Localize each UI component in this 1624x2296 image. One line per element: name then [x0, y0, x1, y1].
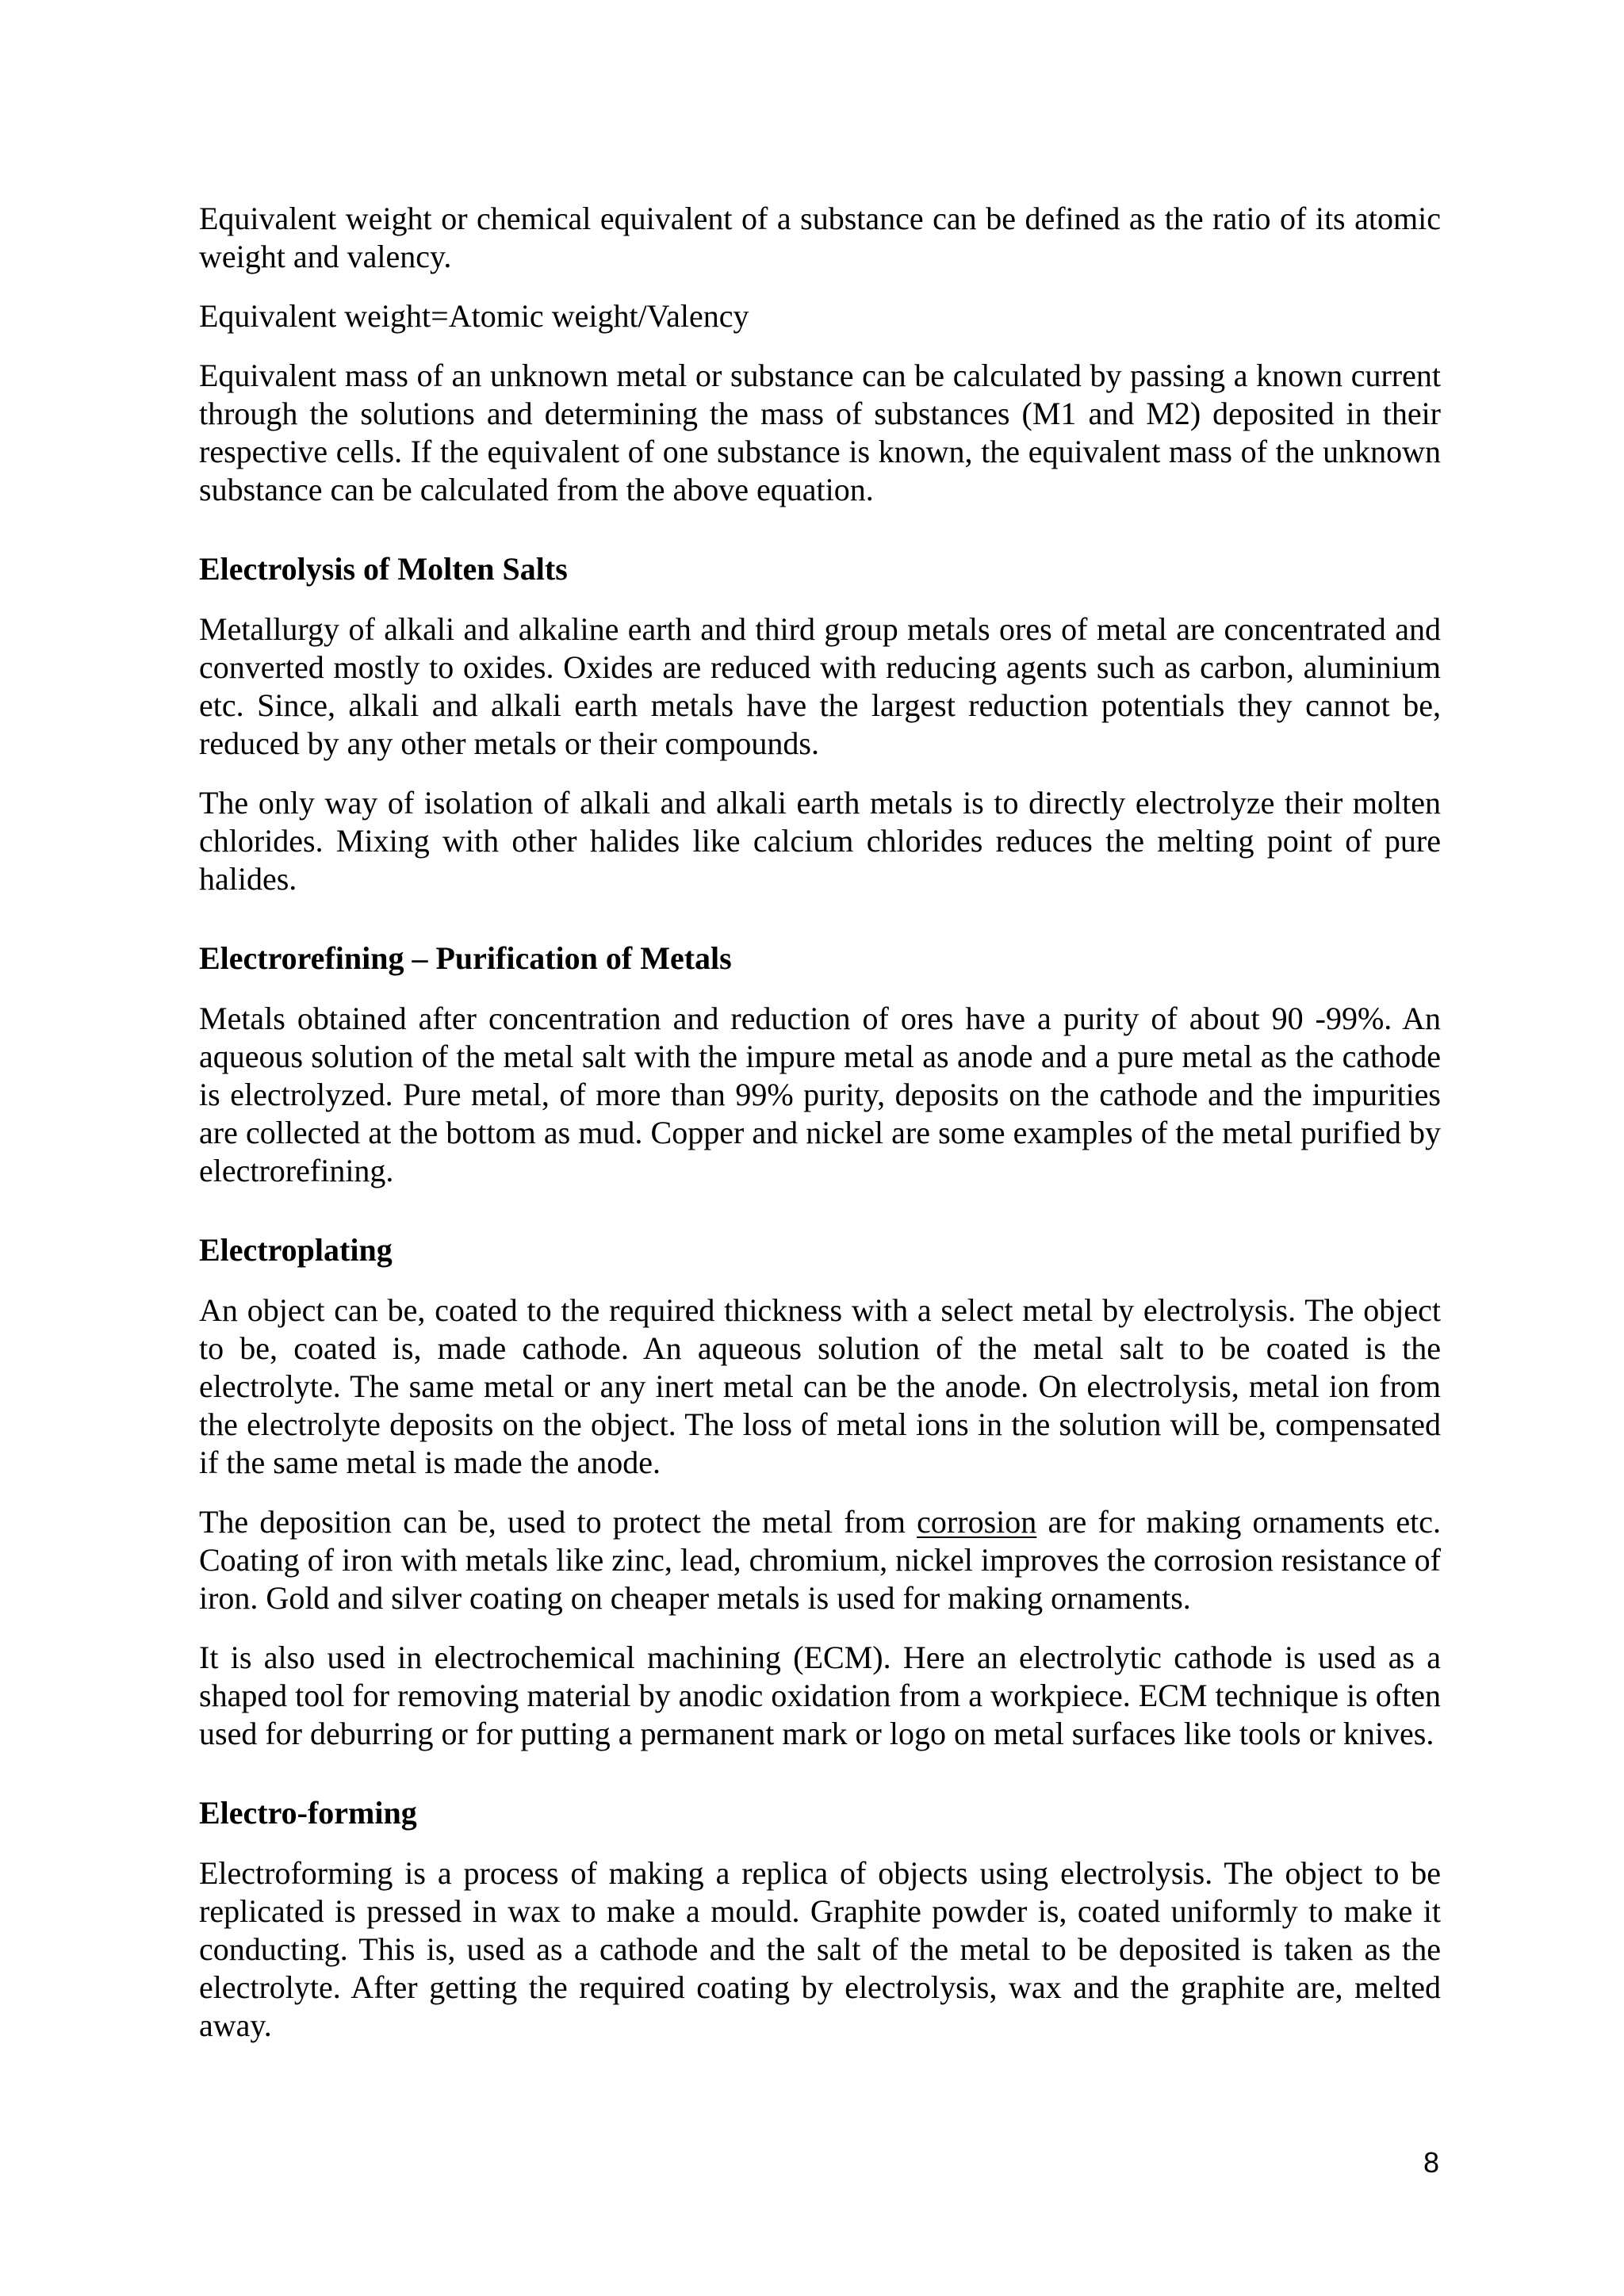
deposition-text-after-link: are for making ornaments etc. Coating of iron with metals like zinc, lead, chromium, nickel improves the corrosion resistance of iron. Gold and silver coating on cheaper metals is used for making ornaments. [199, 1504, 1441, 1616]
paragraph-electrochemical-machining: It is also used in electrochemical machining (ECM). Here an electrolytic cathode is used as a shaped tool for removing material by anodic oxidation from a workpiece. ECM technique is often used for deburring or for putting a permanent mark or logo on metal surfaces like tools or knives. [199, 1640, 1441, 1751]
heading-electro-forming: Electro-forming [199, 1795, 417, 1831]
paragraph-isolation-of-alkali-metals: The only way of isolation of alkali and alkali earth metals is to directly electrolyze their molten chlorides. Mixing with other halides like calcium chlorides reduces the melting point of pure halides. [199, 785, 1441, 897]
page-body [199, 200, 1441, 2066]
heading-electrorefining: Electrorefining – Purification of Metals [199, 940, 732, 976]
paragraph-equivalent-mass: Equivalent mass of an unknown metal or substance can be calculated by passing a known current through the solutions and determining the mass of substances (M1 and M2) deposited in their respective cells. If the equivalent of one substance is known, the equivalent mass of the unknown substance can be calculated from the above equation. [199, 358, 1441, 507]
paragraph-equivalent-weight-definition: Equivalent weight or chemical equivalent of a substance can be defined as the ratio of its atomic weight and valency. [199, 201, 1441, 274]
deposition-text-before-link: The deposition can be, used to protect the metal from [199, 1504, 917, 1540]
paragraph-equivalent-weight-formula: Equivalent weight=Atomic weight/Valency [199, 298, 749, 334]
paragraph-deposition-uses [199, 1503, 1441, 1617]
paragraph-electroforming: Electroforming is a process of making a replica of objects using electrolysis. The object to be replicated is pressed in wax to make a mould. Graphite powder is, coated uniformly to make it conducting. This is, used as a cathode and the salt of the metal to be deposited is taken as the electrolyte. After getting the required coating by electrolysis, wax and the graphite are, melted away. [199, 1855, 1441, 2043]
paragraph-electroplating-process: An object can be, coated to the required thickness with a select metal by electrolysis. The object to be, coated is, made cathode. An aqueous solution of the metal salt to be coated is the electrolyte. The same metal or any inert metal can be the anode. On electrolysis, metal ion from the electrolyte deposits on the object. The loss of metal ions in the solution will be, compensated if the same metal is made the anode. [199, 1292, 1441, 1480]
corrosion-link[interactable]: corrosion [917, 1504, 1037, 1540]
heading-electroplating: Electroplating [199, 1232, 393, 1268]
heading-electrolysis-of-molten-salts: Electrolysis of Molten Salts [199, 551, 568, 587]
paragraph-metallurgy: Metallurgy of alkali and alkaline earth and third group metals ores of metal are concentrated and converted mostly to oxides. Oxides are reduced with reducing agents such as carbon, aluminium etc. Since, alkali and alkali earth metals have the largest reduction potentials they cannot be, reduced by any other metals or their compounds. [199, 611, 1441, 761]
page-number: 8 [1423, 2146, 1439, 2179]
paragraph-electrorefining: Metals obtained after concentration and reduction of ores have a purity of about 90 -99%. An aqueous solution of the metal salt with the impure metal as anode and a pure metal as the cathode is electrolyzed. Pure metal, of more than 99% purity, deposits on the cathode and the impurities are collected at the bottom as mud. Copper and nickel are some examples of the metal purified by electrorefining. [199, 1001, 1441, 1188]
